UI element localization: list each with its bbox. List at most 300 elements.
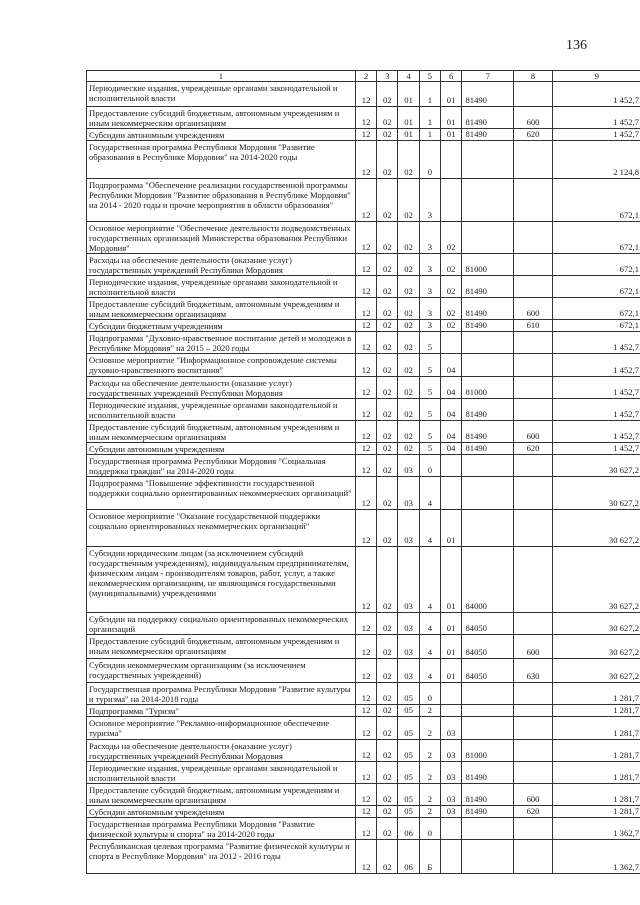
code-cell: 05 xyxy=(398,784,420,806)
code-cell: 620 xyxy=(514,129,552,141)
code-cell xyxy=(514,613,552,635)
row-name-cell: Периодические издания, учрежденные органами законодательной и исполнительной власти xyxy=(87,276,356,298)
code-cell: 02 xyxy=(377,320,398,332)
code-cell: 3 xyxy=(419,222,440,254)
table-row xyxy=(87,276,640,298)
amount-cell: 672,1 xyxy=(552,298,640,320)
code-cell: 04 xyxy=(440,354,462,377)
code-cell: 2 xyxy=(419,784,440,806)
code-cell xyxy=(440,840,462,874)
code-cell: 02 xyxy=(377,276,398,298)
code-cell: 02 xyxy=(377,354,398,377)
amount-cell: 1 281,7 xyxy=(552,740,640,762)
table-row xyxy=(87,784,640,806)
row-name-cell: Основное мероприятие "Рекламно-информационное обеспечение туризма" xyxy=(87,717,356,740)
code-cell: 02 xyxy=(398,443,420,455)
table-row xyxy=(87,683,640,705)
row-name-cell: Государственная программа Республики Мордовия "Развитие культуры и туризма" на 2014-2018 годы xyxy=(87,683,356,705)
code-cell: 4 xyxy=(419,613,440,635)
code-cell xyxy=(514,840,552,874)
code-cell: 06 xyxy=(398,840,420,874)
code-cell: 03 xyxy=(440,762,462,784)
row-name-cell: Предоставление субсидий бюджетным, автономным учреждениям и иным некоммерческим организациям xyxy=(87,298,356,320)
code-cell: 02 xyxy=(398,332,420,354)
row-name-cell: Субсидии бюджетным учреждениям xyxy=(87,320,356,332)
table-row xyxy=(87,320,640,332)
amount-cell: 2 124,8 xyxy=(552,141,640,179)
code-cell: 620 xyxy=(514,443,552,455)
table-row xyxy=(87,510,640,547)
amount-cell: 30 627,2 xyxy=(552,455,640,477)
code-cell: 81490 xyxy=(462,298,514,320)
code-cell: 1 xyxy=(419,107,440,129)
code-cell: 81490 xyxy=(462,107,514,129)
code-cell: 12 xyxy=(355,635,377,659)
table-row xyxy=(87,635,640,659)
code-cell: 4 xyxy=(419,547,440,613)
row-name-cell: Периодические издания, учрежденные органами законодательной и исполнительной власти xyxy=(87,762,356,784)
amount-cell: 1 281,7 xyxy=(552,762,640,784)
code-cell: 03 xyxy=(440,740,462,762)
table-row xyxy=(87,477,640,510)
row-name-cell: Предоставление субсидий бюджетным, автономным учреждениям и иным некоммерческим организациям xyxy=(87,784,356,806)
code-cell: 12 xyxy=(355,298,377,320)
table-row xyxy=(87,377,640,399)
amount-cell: 1 281,7 xyxy=(552,683,640,705)
code-cell: 2 xyxy=(419,705,440,717)
header-cell: 5 xyxy=(419,71,440,82)
code-cell: 4 xyxy=(419,477,440,510)
code-cell: 02 xyxy=(377,510,398,547)
table-row xyxy=(87,354,640,377)
code-cell: 03 xyxy=(440,806,462,818)
header-cell: 6 xyxy=(440,71,462,82)
code-cell: 04 xyxy=(440,399,462,421)
row-name-cell: Расходы на обеспечение деятельности (оказание услуг) государственных учреждений Республики Мордовия xyxy=(87,377,356,399)
amount-cell: 1 281,7 xyxy=(552,705,640,717)
amount-cell: 1 362,7 xyxy=(552,818,640,840)
code-cell: 81000 xyxy=(462,740,514,762)
table-row xyxy=(87,443,640,455)
code-cell: 02 xyxy=(377,254,398,276)
row-name-cell: Предоставление субсидий бюджетным, автономным учреждениям и иным некоммерческим организациям xyxy=(87,421,356,443)
code-cell: 02 xyxy=(398,141,420,179)
code-cell: 02 xyxy=(377,705,398,717)
code-cell: 12 xyxy=(355,129,377,141)
code-cell xyxy=(514,82,552,107)
amount-cell: 672,1 xyxy=(552,276,640,298)
code-cell: 01 xyxy=(440,659,462,683)
code-cell: 02 xyxy=(398,320,420,332)
code-cell xyxy=(440,818,462,840)
code-cell: 600 xyxy=(514,421,552,443)
amount-cell: 1 281,7 xyxy=(552,784,640,806)
code-cell: 02 xyxy=(377,82,398,107)
code-cell: 81490 xyxy=(462,320,514,332)
code-cell xyxy=(514,705,552,717)
code-cell: 02 xyxy=(377,547,398,613)
table-row xyxy=(87,740,640,762)
code-cell: 01 xyxy=(440,129,462,141)
code-cell: 12 xyxy=(355,547,377,613)
code-cell xyxy=(462,717,514,740)
code-cell: 01 xyxy=(440,510,462,547)
code-cell: 01 xyxy=(398,107,420,129)
amount-cell: 672,1 xyxy=(552,222,640,254)
header-cell: 4 xyxy=(398,71,420,82)
code-cell: 02 xyxy=(440,222,462,254)
code-cell: Б xyxy=(419,840,440,874)
row-name-cell: Расходы на обеспечение деятельности (оказание услуг) государственных учреждений Республики Мордовия xyxy=(87,254,356,276)
header-cell: 9 xyxy=(552,71,640,82)
code-cell: 03 xyxy=(398,477,420,510)
row-name-cell: Субсидии автономным учреждениям xyxy=(87,443,356,455)
code-cell: 84050 xyxy=(462,613,514,635)
code-cell: 02 xyxy=(440,320,462,332)
code-cell: 05 xyxy=(398,762,420,784)
code-cell: 02 xyxy=(398,421,420,443)
code-cell: 02 xyxy=(377,717,398,740)
row-name-cell: Субсидии на поддержку социально ориентированных некоммерческих организаций xyxy=(87,613,356,635)
code-cell: 12 xyxy=(355,705,377,717)
row-name-cell: Подпрограмма "Обеспечение реализации государственной программы Республики Мордовия "Развитие образования в Республике Мордовия" на 2014 - 2020 годы и прочие мероприятия в области образования" xyxy=(87,179,356,222)
amount-cell: 30 627,2 xyxy=(552,510,640,547)
header-cell: 8 xyxy=(514,71,552,82)
table-row xyxy=(87,179,640,222)
code-cell: 02 xyxy=(398,354,420,377)
code-cell: 03 xyxy=(398,635,420,659)
code-cell: 0 xyxy=(419,141,440,179)
code-cell: 12 xyxy=(355,141,377,179)
code-cell: 0 xyxy=(419,455,440,477)
code-cell xyxy=(440,683,462,705)
code-cell: 81490 xyxy=(462,443,514,455)
code-cell: 600 xyxy=(514,107,552,129)
code-cell: 12 xyxy=(355,443,377,455)
code-cell: 02 xyxy=(377,332,398,354)
code-cell xyxy=(462,179,514,222)
code-cell xyxy=(514,179,552,222)
code-cell xyxy=(440,477,462,510)
row-name-cell: Республиканская целевая программа "Развитие физической культуры и спорта в Республике Мордовия" на 2012 - 2016 годы xyxy=(87,840,356,874)
code-cell: 12 xyxy=(355,276,377,298)
code-cell: 01 xyxy=(398,82,420,107)
code-cell xyxy=(462,332,514,354)
row-name-cell: Основное мероприятие "Информационное сопровождение системы духовно-нравственного воспитания" xyxy=(87,354,356,377)
code-cell: 2 xyxy=(419,806,440,818)
code-cell xyxy=(514,377,552,399)
table-row xyxy=(87,332,640,354)
row-name-cell: Субсидии автономным учреждениям xyxy=(87,806,356,818)
table-row xyxy=(87,107,640,129)
row-name-cell: Предоставление субсидий бюджетным, автономным учреждениям и иным некоммерческим организациям xyxy=(87,635,356,659)
code-cell xyxy=(462,477,514,510)
code-cell xyxy=(462,354,514,377)
amount-cell: 672,1 xyxy=(552,254,640,276)
code-cell: 2 xyxy=(419,762,440,784)
code-cell: 12 xyxy=(355,222,377,254)
code-cell: 02 xyxy=(377,421,398,443)
code-cell xyxy=(514,399,552,421)
code-cell: 02 xyxy=(440,254,462,276)
code-cell: 81490 xyxy=(462,82,514,107)
code-cell: 1 xyxy=(419,129,440,141)
table-row xyxy=(87,717,640,740)
code-cell: 84000 xyxy=(462,547,514,613)
amount-cell: 1 452,7 xyxy=(552,129,640,141)
code-cell: 5 xyxy=(419,443,440,455)
code-cell xyxy=(514,818,552,840)
code-cell xyxy=(514,510,552,547)
code-cell: 12 xyxy=(355,82,377,107)
code-cell xyxy=(514,222,552,254)
code-cell: 81000 xyxy=(462,254,514,276)
code-cell: 0 xyxy=(419,683,440,705)
code-cell: 81490 xyxy=(462,399,514,421)
code-cell: 01 xyxy=(440,635,462,659)
code-cell: 0 xyxy=(419,818,440,840)
code-cell: 600 xyxy=(514,298,552,320)
amount-cell: 30 627,2 xyxy=(552,635,640,659)
row-name-cell: Подпрограмма "Повышение эффективности государственной поддержки социально ориентированных некоммерческих организаций" xyxy=(87,477,356,510)
table-row xyxy=(87,818,640,840)
code-cell: 02 xyxy=(440,298,462,320)
code-cell: 12 xyxy=(355,683,377,705)
code-cell xyxy=(514,354,552,377)
amount-cell: 1 452,7 xyxy=(552,82,640,107)
amount-cell: 30 627,2 xyxy=(552,613,640,635)
code-cell: 630 xyxy=(514,659,552,683)
table-row xyxy=(87,806,640,818)
code-cell: 03 xyxy=(398,613,420,635)
table-row xyxy=(87,222,640,254)
code-cell: 02 xyxy=(398,298,420,320)
code-cell xyxy=(514,717,552,740)
code-cell: 81000 xyxy=(462,377,514,399)
table-row xyxy=(87,399,640,421)
code-cell: 02 xyxy=(377,635,398,659)
code-cell: 04 xyxy=(440,377,462,399)
code-cell: 04 xyxy=(440,443,462,455)
code-cell: 5 xyxy=(419,332,440,354)
table-row xyxy=(87,82,640,107)
code-cell: 3 xyxy=(419,179,440,222)
amount-cell: 1 281,7 xyxy=(552,717,640,740)
row-name-cell: Предоставление субсидий бюджетным, автономным учреждениям и иным некоммерческим организациям xyxy=(87,107,356,129)
code-cell: 05 xyxy=(398,705,420,717)
amount-cell: 1 452,7 xyxy=(552,354,640,377)
code-cell: 12 xyxy=(355,477,377,510)
header-cell: 2 xyxy=(355,71,377,82)
code-cell: 12 xyxy=(355,377,377,399)
row-name-cell: Государственная программа Республики Мордовия "Развитие образования в Республике Мордовия" на 2014-2020 годы xyxy=(87,141,356,179)
code-cell: 02 xyxy=(377,840,398,874)
table-row xyxy=(87,547,640,613)
code-cell: 3 xyxy=(419,320,440,332)
amount-cell: 1 452,7 xyxy=(552,421,640,443)
code-cell: 02 xyxy=(398,276,420,298)
code-cell: 600 xyxy=(514,635,552,659)
table-row xyxy=(87,613,640,635)
code-cell: 02 xyxy=(377,455,398,477)
code-cell: 610 xyxy=(514,320,552,332)
header-cell: 7 xyxy=(462,71,514,82)
amount-cell: 1 362,7 xyxy=(552,840,640,874)
code-cell xyxy=(440,332,462,354)
code-cell xyxy=(514,276,552,298)
code-cell xyxy=(514,683,552,705)
table-row xyxy=(87,298,640,320)
table-row xyxy=(87,421,640,443)
code-cell: 02 xyxy=(377,477,398,510)
code-cell: 600 xyxy=(514,784,552,806)
code-cell: 02 xyxy=(377,806,398,818)
page-number: 136 xyxy=(566,38,587,53)
code-cell: 06 xyxy=(398,818,420,840)
code-cell xyxy=(514,740,552,762)
code-cell: 02 xyxy=(440,276,462,298)
header-row xyxy=(87,71,640,82)
code-cell: 81490 xyxy=(462,762,514,784)
row-name-cell: Государственная программа Республики Мордовия "Социальная поддержка граждан" на 2014-2020 годы xyxy=(87,455,356,477)
code-cell: 81490 xyxy=(462,129,514,141)
code-cell xyxy=(440,141,462,179)
amount-cell: 30 627,2 xyxy=(552,659,640,683)
amount-cell: 672,1 xyxy=(552,320,640,332)
code-cell: 02 xyxy=(377,179,398,222)
amount-cell: 1 452,7 xyxy=(552,443,640,455)
table-row xyxy=(87,455,640,477)
code-cell: 01 xyxy=(440,107,462,129)
code-cell: 5 xyxy=(419,377,440,399)
code-cell: 02 xyxy=(377,222,398,254)
amount-cell: 1 281,7 xyxy=(552,806,640,818)
code-cell xyxy=(440,179,462,222)
code-cell: 02 xyxy=(377,298,398,320)
code-cell: 02 xyxy=(377,399,398,421)
code-cell: 02 xyxy=(377,141,398,179)
code-cell: 12 xyxy=(355,784,377,806)
code-cell xyxy=(462,455,514,477)
code-cell: 02 xyxy=(377,377,398,399)
amount-cell: 1 452,7 xyxy=(552,377,640,399)
code-cell: 12 xyxy=(355,107,377,129)
code-cell: 05 xyxy=(398,683,420,705)
code-cell: 3 xyxy=(419,276,440,298)
code-cell: 12 xyxy=(355,740,377,762)
code-cell: 05 xyxy=(398,740,420,762)
row-name-cell: Основное мероприятие "Обеспечение деятельности подведомственных государственных организаций Министерства образования Республики Мордовия" xyxy=(87,222,356,254)
code-cell: 12 xyxy=(355,717,377,740)
code-cell: 4 xyxy=(419,635,440,659)
code-cell: 12 xyxy=(355,354,377,377)
code-cell: 2 xyxy=(419,717,440,740)
row-name-cell: Основное мероприятие "Оказание государственной поддержки социально ориентированных некоммерческих организаций" xyxy=(87,510,356,547)
amount-cell: 30 627,2 xyxy=(552,547,640,613)
code-cell: 02 xyxy=(398,399,420,421)
code-cell: 02 xyxy=(377,683,398,705)
amount-cell: 672,1 xyxy=(552,179,640,222)
code-cell: 03 xyxy=(398,659,420,683)
code-cell: 5 xyxy=(419,399,440,421)
code-cell xyxy=(514,547,552,613)
code-cell: 12 xyxy=(355,320,377,332)
code-cell: 02 xyxy=(377,107,398,129)
row-name-cell: Периодические издания, учрежденные органами законодательной и исполнительной власти xyxy=(87,399,356,421)
code-cell: 02 xyxy=(398,179,420,222)
table-row xyxy=(87,141,640,179)
code-cell: 02 xyxy=(377,762,398,784)
code-cell: 02 xyxy=(377,659,398,683)
code-cell: 12 xyxy=(355,840,377,874)
code-cell xyxy=(462,222,514,254)
amount-cell: 1 452,7 xyxy=(552,399,640,421)
code-cell xyxy=(514,332,552,354)
code-cell xyxy=(514,254,552,276)
table-row xyxy=(87,762,640,784)
code-cell: 3 xyxy=(419,254,440,276)
code-cell: 2 xyxy=(419,740,440,762)
code-cell: 4 xyxy=(419,510,440,547)
table-row xyxy=(87,840,640,874)
code-cell: 01 xyxy=(440,82,462,107)
code-cell xyxy=(462,818,514,840)
code-cell xyxy=(514,762,552,784)
code-cell xyxy=(462,510,514,547)
code-cell: 02 xyxy=(377,129,398,141)
code-cell: 5 xyxy=(419,354,440,377)
amount-cell: 1 452,7 xyxy=(552,107,640,129)
row-name-cell: Периодические издания, учрежденные органами законодательной и исполнительной власти xyxy=(87,82,356,107)
code-cell xyxy=(440,705,462,717)
code-cell: 12 xyxy=(355,421,377,443)
code-cell xyxy=(462,705,514,717)
code-cell: 81490 xyxy=(462,784,514,806)
code-cell: 01 xyxy=(440,613,462,635)
code-cell: 81490 xyxy=(462,806,514,818)
code-cell: 12 xyxy=(355,254,377,276)
code-cell: 02 xyxy=(398,377,420,399)
table-row xyxy=(87,129,640,141)
code-cell: 12 xyxy=(355,332,377,354)
row-name-cell: Расходы на обеспечение деятельности (оказание услуг) государственных учреждений Республики Мордовия xyxy=(87,740,356,762)
row-name-cell: Субсидии автономным учреждениям xyxy=(87,129,356,141)
table-row xyxy=(87,254,640,276)
header-cell: 1 xyxy=(87,71,356,82)
code-cell: 620 xyxy=(514,806,552,818)
code-cell: 02 xyxy=(377,784,398,806)
code-cell: 02 xyxy=(377,443,398,455)
code-cell xyxy=(462,141,514,179)
code-cell: 12 xyxy=(355,659,377,683)
code-cell: 02 xyxy=(377,740,398,762)
code-cell: 4 xyxy=(419,659,440,683)
code-cell: 81490 xyxy=(462,276,514,298)
code-cell xyxy=(440,455,462,477)
code-cell: 3 xyxy=(419,298,440,320)
code-cell: 1 xyxy=(419,82,440,107)
table-row xyxy=(87,659,640,683)
code-cell: 12 xyxy=(355,818,377,840)
code-cell: 12 xyxy=(355,510,377,547)
row-name-cell: Подпрограмма "Туризм" xyxy=(87,705,356,717)
code-cell xyxy=(514,477,552,510)
amount-cell: 30 627,2 xyxy=(552,477,640,510)
code-cell xyxy=(462,683,514,705)
code-cell: 03 xyxy=(440,784,462,806)
code-cell: 05 xyxy=(398,717,420,740)
code-cell: 81490 xyxy=(462,421,514,443)
